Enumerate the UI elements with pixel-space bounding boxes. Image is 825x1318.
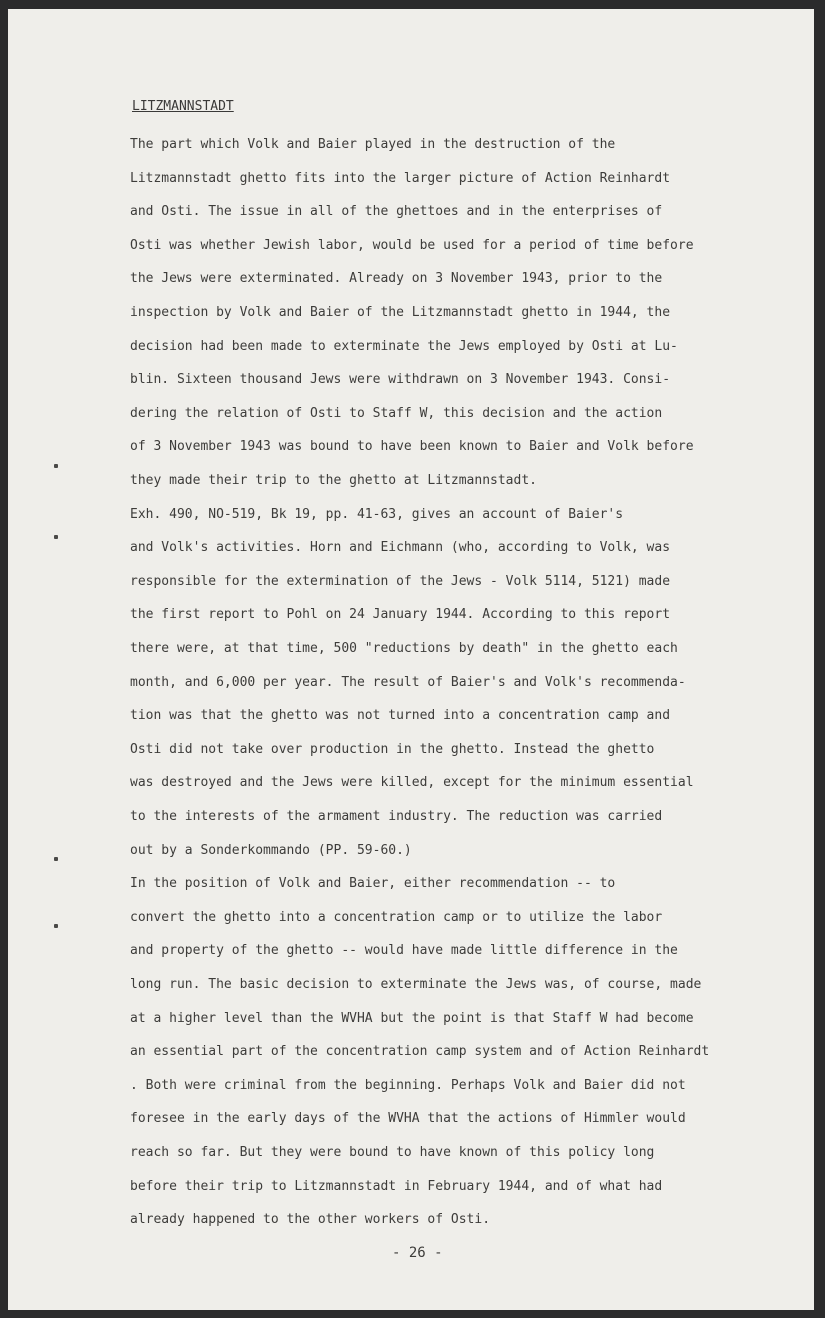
document-page — [8, 9, 814, 1310]
text-line: decision had been made to exterminate the Jews employed by Osti at Lu- — [130, 338, 678, 354]
text-line: Litzmannstadt ghetto fits into the larger picture of Action Reinhardt — [130, 170, 671, 186]
text-line: at a higher level than the WVHA but the point is that Staff W had become — [130, 1010, 694, 1026]
text-line: already happened to the other workers of Osti. — [130, 1212, 491, 1228]
text-line: was destroyed and the Jews were killed, except for the minimum essential — [130, 775, 694, 791]
text-line: In the position of Volk and Baier, either recommendation -- to — [130, 876, 616, 892]
text-line: out by a Sonderkommando (PP. 59-60.) — [130, 842, 412, 858]
text-line: they made their trip to the ghetto at Litzmannstadt. — [130, 473, 537, 488]
text-line: the first report to Pohl on 24 January 1944. According to this report — [130, 607, 671, 623]
text-line: before their trip to Litzmannstadt in February 1944, and of what had — [130, 1178, 663, 1194]
text-line: and Osti. The issue in all of the ghettoes and in the enterprises of — [130, 204, 663, 220]
page-number: - 26 - — [392, 1245, 443, 1261]
text-line: and Volk's activities. Horn and Eichmann (who, according to Volk, was — [130, 540, 671, 556]
text-line: the Jews were exterminated. Already on 3 November 1943, prior to the — [130, 271, 663, 287]
text-line: to the interests of the armament industry. The reduction was carried — [130, 809, 663, 824]
text-line: reach so far. But they were bound to have known of this policy long — [130, 1145, 655, 1160]
text-line: an essential part of the concentration camp system and of Action Reinhardt — [130, 1044, 710, 1060]
text-line: convert the ghetto into a concentration camp or to utilize the labor — [130, 909, 663, 925]
text-line: responsible for the extermination of the Jews - Volk 5114, 5121) made — [130, 573, 671, 589]
margin-mark — [54, 464, 58, 468]
text-line: tion was that the ghetto was not turned into a concentration camp and — [130, 708, 671, 724]
text-line: and property of the ghetto -- would have made little difference in the — [130, 943, 678, 959]
text-line: Exh. 490, NO-519, Bk 19, pp. 41-63, gives an account of Baier's — [130, 506, 624, 522]
text-line: month, and 6,000 per year. The result of Baier's and Volk's recommenda- — [130, 674, 686, 690]
text-line: dering the relation of Osti to Staff W, this decision and the action — [130, 405, 663, 421]
text-line: there were, at that time, 500 "reductions by death" in the ghetto each — [130, 641, 678, 656]
text-line: foresee in the early days of the WVHA that the actions of Himmler would — [130, 1111, 686, 1127]
margin-mark — [54, 924, 58, 928]
margin-mark — [54, 857, 58, 861]
text-line: . Both were criminal from the beginning. Perhaps Volk and Baier did not — [130, 1077, 686, 1093]
text-line: blin. Sixteen thousand Jews were withdrawn on 3 November 1943. Consi- — [130, 372, 671, 388]
text-line: Osti did not take over production in the ghetto. Instead the ghetto — [130, 741, 655, 757]
section-heading: LITZMANNSTADT — [132, 99, 234, 114]
text-line: long run. The basic decision to exterminate the Jews was, of course, made — [130, 977, 702, 992]
text-line: of 3 November 1943 was bound to have been known to Baier and Volk before — [130, 439, 694, 455]
margin-mark — [54, 535, 58, 539]
text-line: inspection by Volk and Baier of the Litzmannstadt ghetto in 1944, the — [130, 305, 671, 320]
text-line: The part which Volk and Baier played in the destruction of the — [130, 137, 616, 152]
text-line: Osti was whether Jewish labor, would be used for a period of time before — [130, 237, 694, 253]
